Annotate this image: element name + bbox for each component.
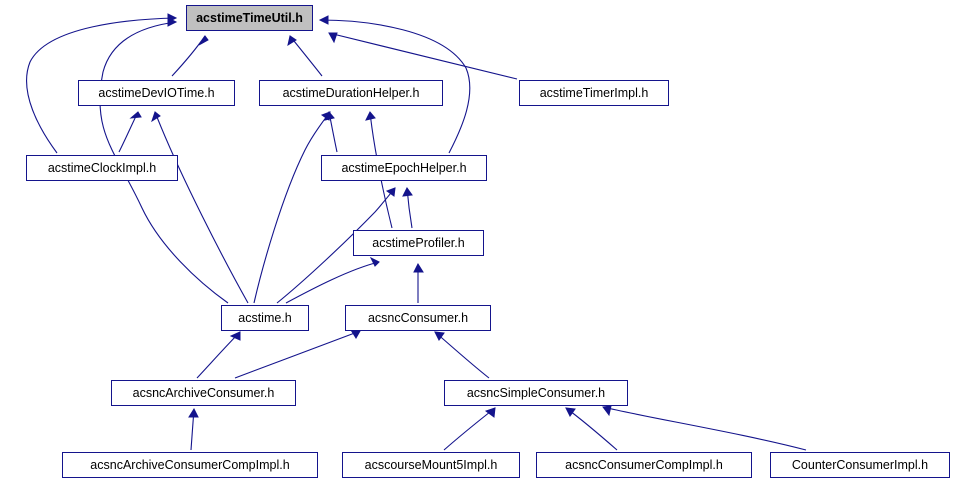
graph-node-label: acsncArchiveConsumer.h <box>132 385 275 400</box>
graph-node-acscourseMount5Impl[interactable] <box>342 452 520 478</box>
graph-node-label: acstimeTimeUtil.h <box>196 10 303 25</box>
graph-node-acstime[interactable] <box>221 305 309 331</box>
graph-node-acstimeDurationHelper[interactable] <box>259 80 443 106</box>
graph-node-label: acsncConsumerCompImpl.h <box>565 457 723 472</box>
graph-node-label: acstimeClockImpl.h <box>47 160 157 175</box>
graph-node-acstimeTimeUtil[interactable] <box>186 5 313 31</box>
graph-node-acsncArchiveConsumer[interactable] <box>111 380 296 406</box>
graph-node-label: acstimeDevIOTime.h <box>98 85 215 100</box>
graph-node-acsncArchiveConsumerCompImpl[interactable] <box>62 452 318 478</box>
graph-node-label: acsncConsumer.h <box>367 310 469 325</box>
graph-node-acsncConsumerCompImpl[interactable] <box>536 452 752 478</box>
graph-node-acsncSimpleConsumer[interactable] <box>444 380 628 406</box>
graph-node-label: acstimeEpochHelper.h <box>341 160 467 175</box>
graph-node-acstimeEpochHelper[interactable] <box>321 155 487 181</box>
graph-node-label: acsncArchiveConsumerCompImpl.h <box>90 457 290 472</box>
graph-node-label: acstimeTimerImpl.h <box>539 85 649 100</box>
graph-node-acstimeProfiler[interactable] <box>353 230 484 256</box>
graph-node-label: acstime.h <box>238 310 292 325</box>
graph-node-acstimeDevIOTime[interactable] <box>78 80 235 106</box>
graph-node-label: CounterConsumerImpl.h <box>791 457 929 472</box>
graph-node-acsncConsumer[interactable] <box>345 305 491 331</box>
graph-node-label: acscourseMount5Impl.h <box>364 457 498 472</box>
graph-node-label: acsncSimpleConsumer.h <box>466 385 606 400</box>
graph-node-acstimeClockImpl[interactable] <box>26 155 178 181</box>
graph-node-acstimeTimerImpl[interactable] <box>519 80 669 106</box>
graph-node-CounterConsumerImpl[interactable] <box>770 452 950 478</box>
graph-node-label: acstimeProfiler.h <box>372 235 465 250</box>
graph-node-label: acstimeDurationHelper.h <box>282 85 420 100</box>
